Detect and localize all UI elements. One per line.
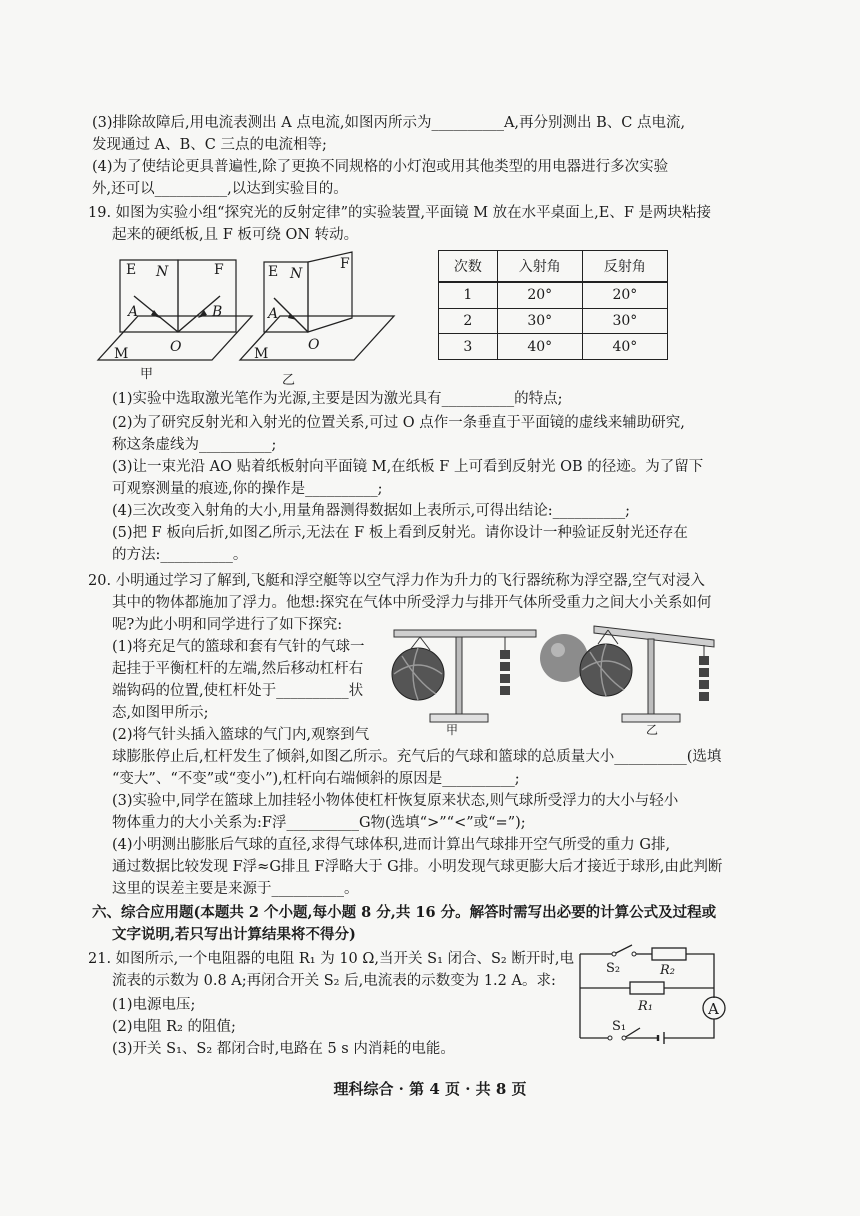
q21-part3: (3)开关 S₁、S₂ 都闭合时,电路在 5 s 内消耗的电能。 [112, 1041, 455, 1057]
table-cell: 40° [582, 334, 667, 360]
q21-circuit-diagram [574, 938, 726, 1046]
table-cell: 2 [439, 308, 498, 334]
q20-part4-line2: 通过数据比较发现 F浮≈G排且 F浮略大于 G排。小明发现气球更膨大后才接近于球形,由此判断 [112, 859, 723, 875]
q20-part1-line1: (1)将充足气的篮球和套有气针的气球一 [112, 639, 365, 655]
q20-part1-line3: 端钩码的位置,使杠杆处于__________状 [112, 683, 364, 699]
caption-yi: 乙 [282, 373, 296, 388]
q19-part5-line2: 的方法:__________。 [112, 547, 248, 563]
q19-stem-line2: 起来的硬纸板,且 F 板可绕 ON 转动。 [112, 227, 359, 243]
section-six-heading-line1: 六、综合应用题(本题共 2 个小题,每小题 8 分,共 16 分。解答时需写出必要的计算公式及过程或 [92, 904, 717, 921]
label-O: O [308, 337, 320, 353]
table-cell: 3 [439, 334, 498, 360]
q21-part2: (2)电阻 R₂ 的阻值; [112, 1019, 236, 1035]
q21-part1: (1)电源电压; [112, 997, 196, 1013]
table-cell: 40° [497, 334, 582, 360]
q20-figure-yi [538, 612, 718, 736]
table-cell: 30° [497, 308, 582, 334]
q18-part4-line2: 外,还可以__________,以达到实验目的。 [92, 181, 348, 197]
ammeter-label: A [708, 1000, 719, 1018]
q20-stem-line3: 呢?为此小明和同学进行了如下探究: [112, 617, 343, 633]
label-N: N [290, 266, 303, 282]
page-footer: 理科综合 · 第 4 页 · 共 8 页 [333, 1080, 527, 1098]
label-M: M [114, 346, 129, 362]
table-row [439, 334, 668, 360]
q19-data-table [438, 250, 668, 360]
q18-part3-line2: 发现通过 A、B、C 三点的电流相等; [92, 137, 327, 153]
table-header-cell: 反射角 [582, 251, 667, 283]
q19-part3-line2: 可观察测量的痕迹,你的操作是__________; [112, 481, 383, 497]
q18-part3-line1: (3)排除故障后,用电流表测出 A 点电流,如图丙所示为__________A,再分别测出 B、C 点电流, [92, 115, 686, 131]
q21-stem-line1: 21. 如图所示,一个电阻器的电阻 R₁ 为 10 Ω,当开关 S₁ 闭合、S₂ 断开时,电 [88, 951, 574, 967]
q19-part3-line1: (3)让一束光沿 AO 贴着纸板射向平面镜 M,在纸板 F 上可看到反射光 OB 的径迹。为了留下 [112, 459, 704, 475]
table-cell: 1 [439, 282, 498, 308]
label-A: A [268, 306, 279, 322]
switch-s2-label: S₂ [606, 961, 621, 976]
table-cell: 20° [497, 282, 582, 308]
q20-part3-line1: (3)实验中,同学在篮球上加挂轻小物体使杠杆恢复原来状态,则气球所受浮力的大小与轻小 [112, 793, 679, 809]
label-A: A [128, 304, 139, 320]
table-header-cell: 次数 [439, 251, 498, 283]
label-E: E [126, 262, 137, 278]
q20-part1-line4: 态,如图甲所示; [112, 705, 209, 721]
q20-part2-line1: (2)将气针头插入篮球的气门内,观察到气 [112, 727, 370, 743]
table-header-row [439, 251, 668, 283]
q20-stem-line1: 20. 小明通过学习了解到,飞艇和浮空艇等以空气浮力作为升力的飞行器统称为浮空器,空气对浸入 [88, 573, 705, 589]
switch-s1-label: S₁ [612, 1019, 627, 1034]
table-row [439, 282, 668, 308]
q19-part2-line2: 称这条虚线为__________; [112, 437, 277, 453]
q21-stem-line2: 流表的示数为 0.8 A;再闭合开关 S₂ 后,电流表的示数变为 1.2 A。求: [112, 973, 556, 989]
label-N: N [156, 264, 169, 280]
q20-figure-jia [390, 616, 540, 736]
label-O: O [170, 339, 182, 355]
q18-part4-line1: (4)为了使结论更具普遍性,除了更换不同规格的小灯泡或用其他类型的用电器进行多次实验 [92, 159, 669, 175]
caption-jia: 甲 [140, 367, 154, 382]
q19-figure-yi [232, 252, 412, 387]
section-six-heading-line2: 文字说明,若只写出计算结果将不得分) [112, 926, 356, 943]
table-header-cell: 入射角 [497, 251, 582, 283]
q19-stem-line1: 19. 如图为实验小组“探究光的反射定律”的实验装置,平面镜 M 放在水平桌面上,E、F 是两块粘接 [88, 205, 712, 221]
q19-part1: (1)实验中选取激光笔作为光源,主要是因为激光具有__________的特点; [112, 391, 563, 407]
q19-part4: (4)三次改变入射角的大小,用量角器测得数据如上表所示,可得出结论:__________; [112, 503, 631, 519]
q20-part2-line2: 球膨胀停止后,杠杆发生了倾斜,如图乙所示。充气后的气球和篮球的总质量大小__________(选填 [112, 749, 722, 765]
q20-part1-line2: 起挂于平衡杠杆的左端,然后移动杠杆右 [112, 661, 364, 677]
q20-part4-line1: (4)小明测出膨胀后气球的直径,求得气球体积,进而计算出气球排开空气所受的重力 G排, [112, 837, 671, 853]
label-F: F [214, 262, 224, 278]
q20-part4-line3: 这里的误差主要是来源于__________。 [112, 881, 359, 897]
q20-stem-line2: 其中的物体都施加了浮力。他想:探究在气体中所受浮力与排开气体所受重力之间大小关系如何 [112, 595, 712, 611]
label-B: B [212, 304, 223, 320]
label-E: E [268, 264, 279, 280]
caption-yi: 乙 [646, 723, 659, 737]
label-M: M [254, 346, 269, 362]
q20-part2-line3: “变大”、“不变”或“变小”),杠杆向右端倾斜的原因是__________; [112, 771, 520, 787]
q19-part5-line1: (5)把 F 板向后折,如图乙所示,无法在 F 板上看到反射光。请你设计一种验证反射光还存在 [112, 525, 688, 541]
table-cell: 20° [582, 282, 667, 308]
caption-jia: 甲 [446, 723, 459, 737]
table-row [439, 308, 668, 334]
resistor-r1-label: R₁ [638, 999, 653, 1014]
q19-part2-line1: (2)为了研究反射光和入射光的位置关系,可过 O 点作一条垂直于平面镜的虚线来辅助研究, [112, 415, 685, 431]
q20-part3-line2: 物体重力的大小关系为:F浮__________G物(选填“>”“<”或“=”); [112, 815, 526, 831]
resistor-r2-label: R₂ [660, 963, 675, 978]
label-F: F [340, 256, 350, 272]
table-cell: 30° [582, 308, 667, 334]
